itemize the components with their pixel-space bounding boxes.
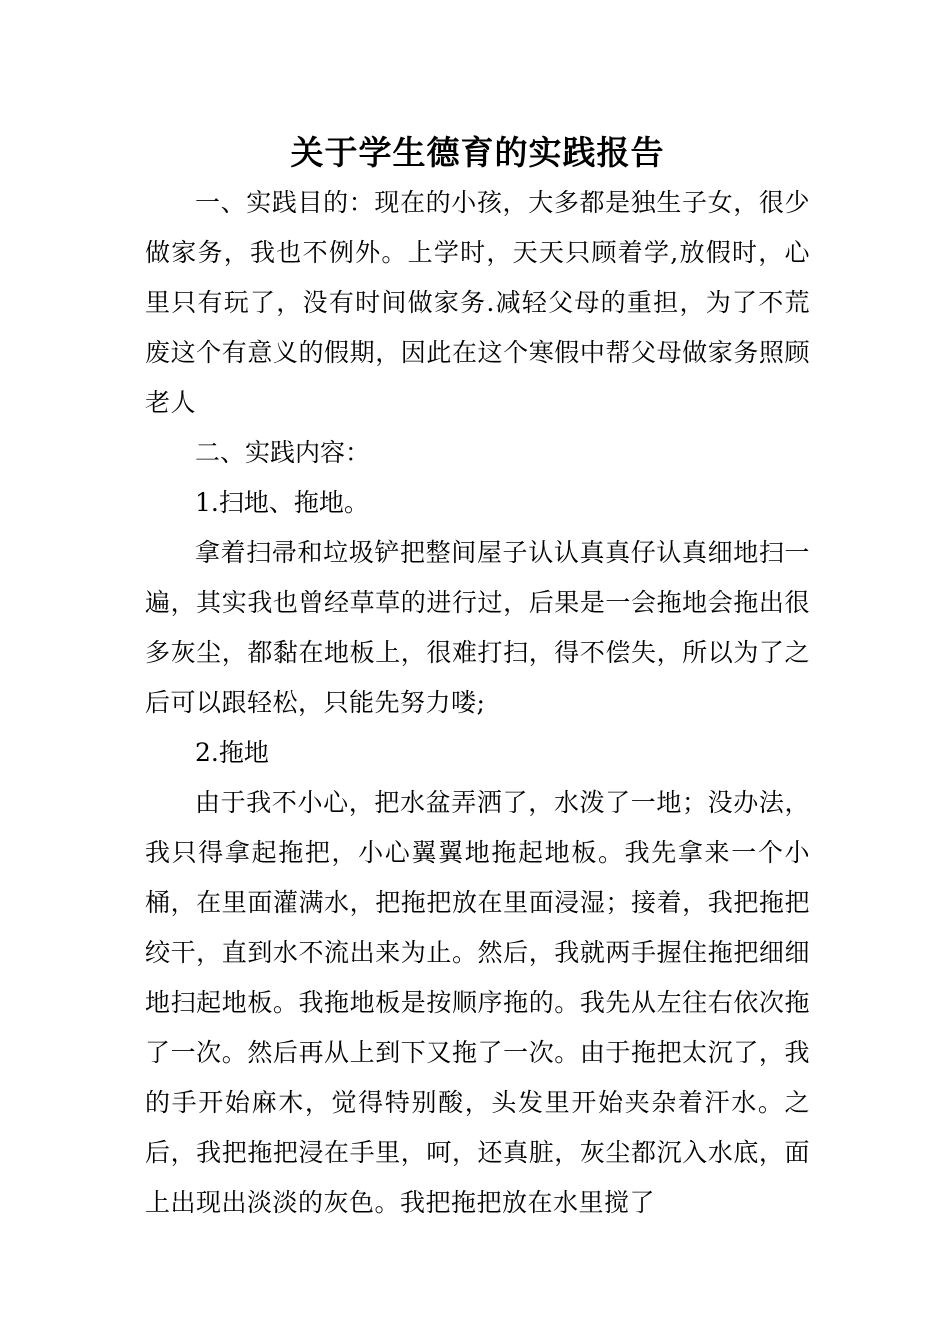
document-title: 关于学生德育的实践报告 [290, 133, 665, 172]
paragraph-sweep: 拿着扫帚和垃圾铲把整间屋子认认真真仔认真细地扫一遍，其实我也曾经草草的进行过，后果是一会拖地会拖出很多灰尘，都黏在地板上，很难打扫，得不偿失，所以为了之后可以跟轻松，只能先努力喽; [145, 538, 810, 717]
paragraph-mop: 由于我不小心，把水盆弄洒了，水泼了一地；没办法，我只得拿起拖把，小心翼翼地拖起地板。我先拿来一个小桶，在里面灌满水，把拖把放在里面浸湿；接着，我把拖把绞干，直到水不流出来为止。然后，我就两手握住拖把细细地扫起地板。我拖地板是按顺序拖的。我先从左往右依次拖了一次。然后再从上到下又拖了一次。由于拖把太沉了，我的手开始麻木，觉得特别酸，头发里开始夹杂着汗水。之后，我把拖把浸在手里，呵，还真脏，灰尘都沉入水底，面上出现出淡淡的灰色。我把拖把放在水里搅了 [145, 788, 810, 1217]
section-heading-content: 二、实践内容： [195, 438, 371, 467]
subheading-sweep: 1.扫地、拖地。 [195, 488, 369, 517]
document-page [145, 128, 810, 1228]
subheading-mop: 2.拖地 [195, 738, 269, 767]
paragraph-purpose: 一、实践目的：现在的小孩，大多都是独生子女，很少做家务，我也不例外。上学时，天天只顾着学,放假时，心里只有玩了，没有时间做家务.减轻父母的重担，为了不荒废这个有意义的假期，因此在这个寒假中帮父母做家务照顾老人 [145, 188, 810, 417]
